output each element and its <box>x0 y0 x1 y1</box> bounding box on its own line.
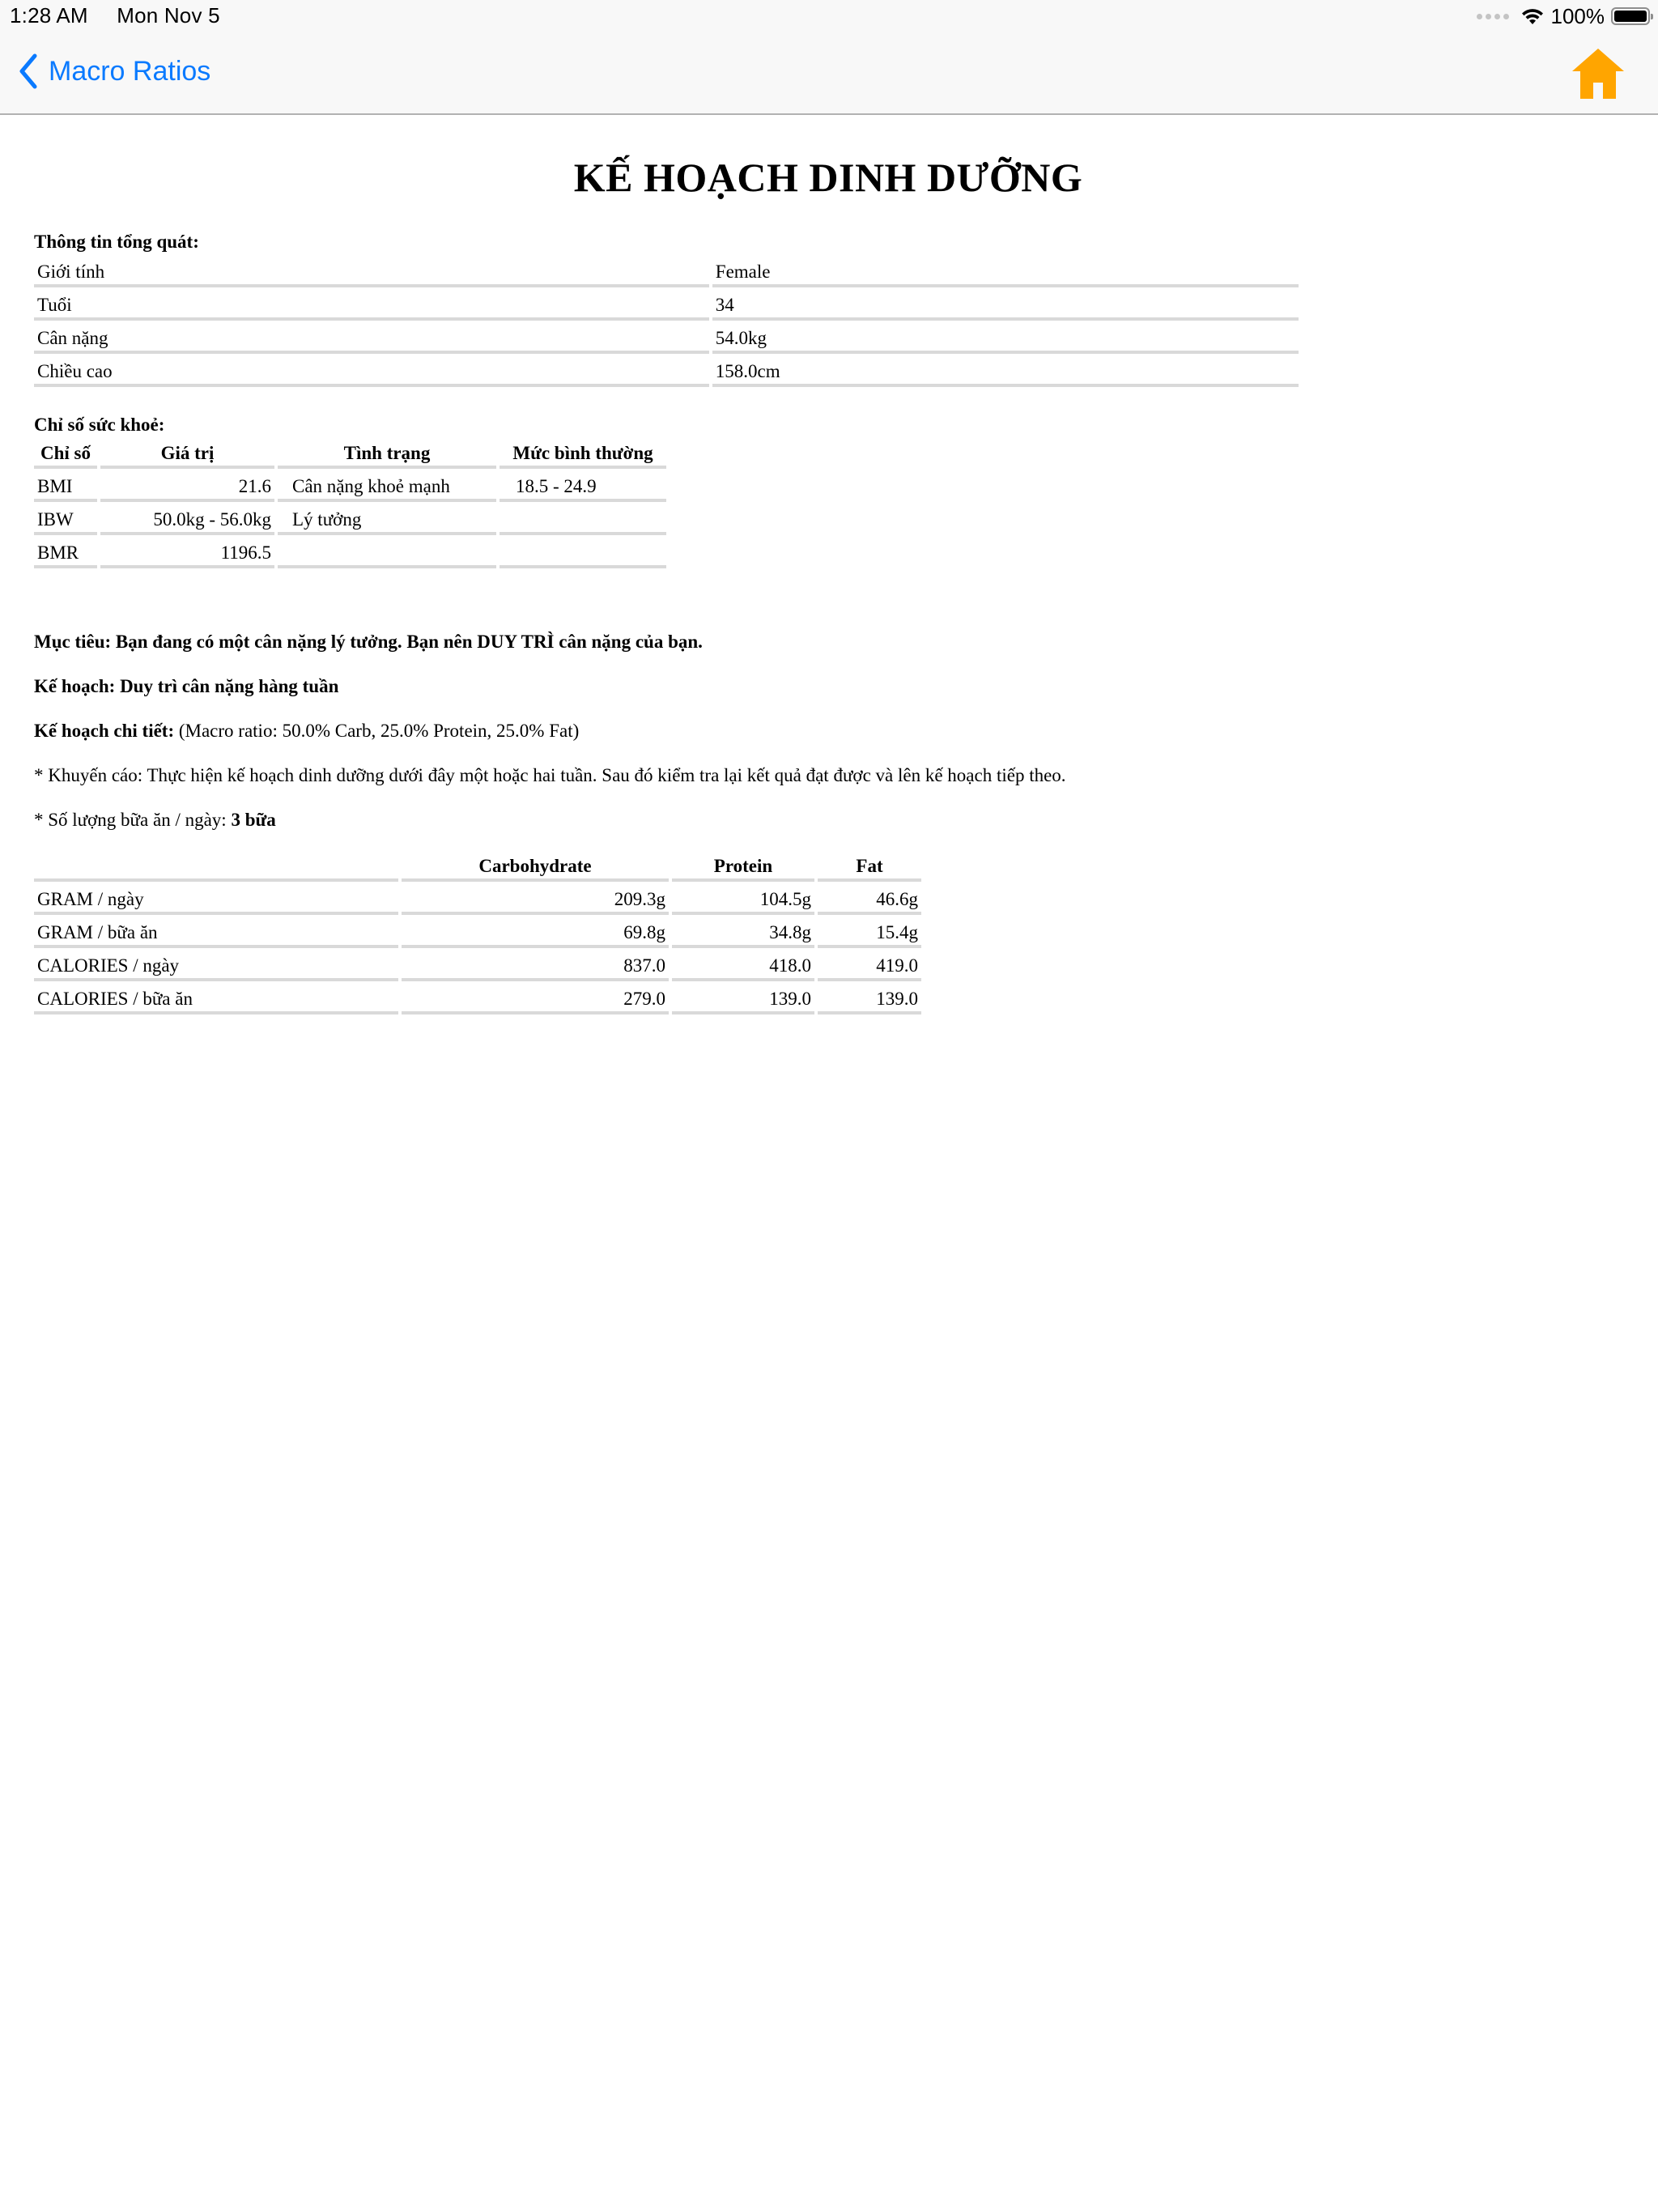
goal-paragraph <box>34 632 703 653</box>
table-row <box>34 948 921 981</box>
home-icon[interactable] <box>1571 47 1626 100</box>
carb-value: 209.3g <box>402 882 669 915</box>
table-row <box>34 535 666 568</box>
general-info-value: 54.0kg <box>712 321 1299 354</box>
signal-dots-icon <box>1477 14 1509 19</box>
carb-value: 837.0 <box>402 948 669 981</box>
column-header: Chỉ số <box>34 436 97 469</box>
plan-text: Duy trì cân nặng hàng tuần <box>115 676 339 696</box>
wifi-icon <box>1520 6 1545 26</box>
status-time: 1:28 AM <box>10 3 88 28</box>
column-header: Carbohydrate <box>402 849 669 882</box>
table-header-row <box>34 849 921 882</box>
column-header: Protein <box>672 849 814 882</box>
column-header: Tình trạng <box>278 436 496 469</box>
table-row <box>34 287 1299 321</box>
plan-detail-paragraph <box>34 721 579 742</box>
status-bar-right <box>1477 3 1651 29</box>
fat-value: 15.4g <box>818 915 921 948</box>
metric-status <box>278 535 496 568</box>
metric-name: BMI <box>34 469 97 502</box>
protein-value: 104.5g <box>672 882 814 915</box>
general-info-key: Chiều cao <box>34 354 709 387</box>
general-info-key: Giới tính <box>34 254 709 287</box>
macro-table <box>31 849 925 1015</box>
general-info-key: Cân nặng <box>34 321 709 354</box>
metric-status: Lý tưởng <box>278 502 496 535</box>
plan-detail-label: Kế hoạch chi tiết: <box>34 721 175 741</box>
table-row <box>34 321 1299 354</box>
metric-value: 50.0kg - 56.0kg <box>100 502 274 535</box>
metric-value: 1196.5 <box>100 535 274 568</box>
column-header <box>34 849 398 882</box>
general-info-value: 34 <box>712 287 1299 321</box>
chevron-left-icon <box>18 53 39 89</box>
carb-value: 279.0 <box>402 981 669 1015</box>
back-button[interactable] <box>18 53 210 89</box>
battery-icon <box>1611 7 1650 25</box>
goal-label: Mục tiêu: <box>34 632 112 652</box>
row-label: GRAM / bữa ăn <box>34 915 398 948</box>
general-info-table <box>31 254 1302 387</box>
fat-value: 419.0 <box>818 948 921 981</box>
navigation-bar <box>0 0 1658 115</box>
table-row <box>34 254 1299 287</box>
metric-name: BMR <box>34 535 97 568</box>
table-row <box>34 915 921 948</box>
goal-text: Bạn đang có một cân nặng lý tưởng. Bạn nên DUY TRÌ cân nặng của bạn. <box>111 632 703 652</box>
document-title: KẾ HOẠCH DINH DƯỠNG <box>573 155 1083 200</box>
meals-paragraph <box>34 810 276 831</box>
row-label: CALORIES / bữa ăn <box>34 981 398 1015</box>
metric-name: IBW <box>34 502 97 535</box>
general-info-key: Tuổi <box>34 287 709 321</box>
column-header: Giá trị <box>100 436 274 469</box>
battery-percent: 100% <box>1550 3 1605 28</box>
table-row <box>34 502 666 535</box>
recommendation-paragraph: * Khuyến cáo: Thực hiện kế hoạch dinh dưỡng dưới đây một hoặc hai tuần. Sau đó kiểm tra lại kết quả đạt được và lên kế hoạch tiếp theo. <box>34 765 1066 785</box>
metric-value: 21.6 <box>100 469 274 502</box>
plan-paragraph <box>34 676 338 697</box>
meals-label: * Số lượng bữa ăn / ngày: <box>34 810 232 830</box>
plan-detail-text: (Macro ratio: 50.0% Carb, 25.0% Protein, 25.0% Fat) <box>174 721 580 741</box>
column-header: Mức bình thường <box>500 436 666 469</box>
general-info-value: 158.0cm <box>712 354 1299 387</box>
health-metrics-table <box>31 436 670 568</box>
status-date: Mon Nov 5 <box>117 3 220 28</box>
general-info-label: Thông tin tổng quát: <box>34 232 199 252</box>
protein-value: 34.8g <box>672 915 814 948</box>
metric-normal-range <box>500 535 666 568</box>
plan-label: Kế hoạch: <box>34 676 116 696</box>
row-label: CALORIES / ngày <box>34 948 398 981</box>
table-header-row <box>34 436 666 469</box>
table-row <box>34 981 921 1015</box>
fat-value: 139.0 <box>818 981 921 1015</box>
health-metrics-label: Chỉ số sức khoẻ: <box>34 415 165 435</box>
table-row <box>34 469 666 502</box>
row-label: GRAM / ngày <box>34 882 398 915</box>
carb-value: 69.8g <box>402 915 669 948</box>
metric-normal-range <box>500 502 666 535</box>
fat-value: 46.6g <box>818 882 921 915</box>
general-info-value: Female <box>712 254 1299 287</box>
meals-value: 3 bữa <box>231 810 276 830</box>
column-header: Fat <box>818 849 921 882</box>
metric-normal-range: 18.5 - 24.9 <box>500 469 666 502</box>
metric-status: Cân nặng khoẻ mạnh <box>278 469 496 502</box>
protein-value: 139.0 <box>672 981 814 1015</box>
status-bar-left <box>10 3 243 28</box>
protein-value: 418.0 <box>672 948 814 981</box>
back-button-label: Macro Ratios <box>49 55 211 87</box>
table-row <box>34 354 1299 387</box>
table-row <box>34 882 921 915</box>
